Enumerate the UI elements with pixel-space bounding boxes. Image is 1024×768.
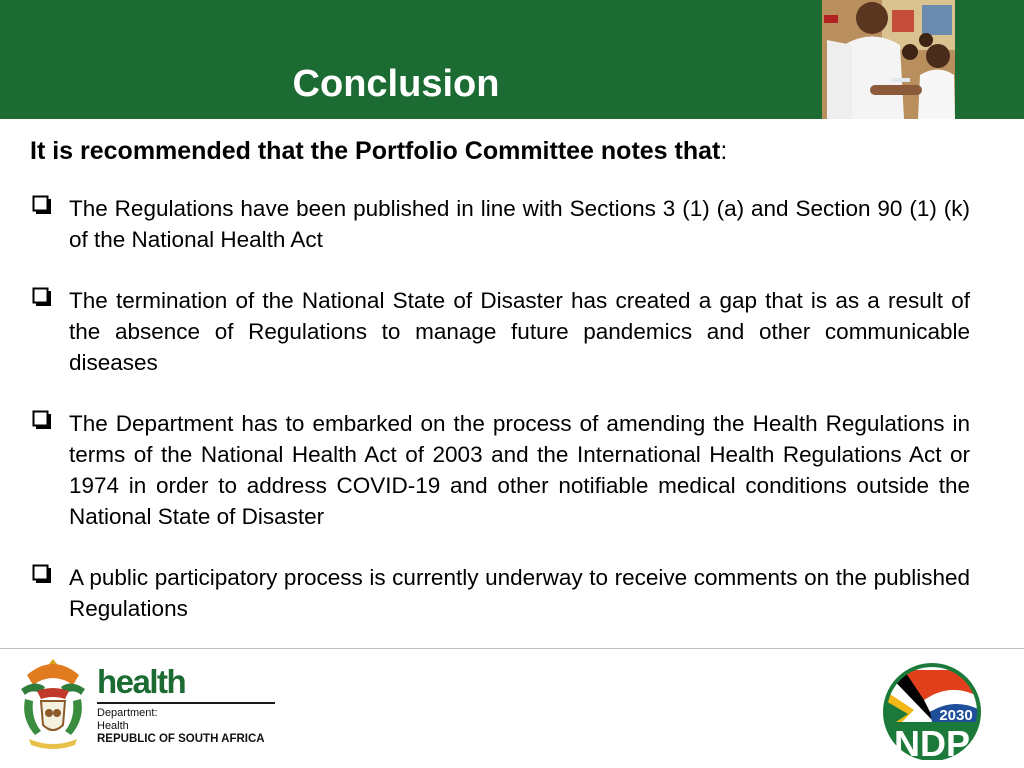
ndp-2030-logo-icon xyxy=(874,660,992,760)
department-name: health xyxy=(97,662,275,704)
intro-colon: : xyxy=(720,137,728,165)
south-africa-coat-of-arms-icon xyxy=(15,655,91,751)
footer-divider xyxy=(0,648,1024,649)
slide-content xyxy=(30,135,970,654)
recommendation-list xyxy=(30,193,970,624)
department-label: Department: xyxy=(97,707,158,719)
list-item xyxy=(30,193,970,255)
ndp-letters-text: NDP xyxy=(893,723,971,760)
intro-statement xyxy=(30,135,970,167)
hollow-square-bullet-icon xyxy=(32,564,52,584)
intro-text: It is recommended that the Portfolio Committee notes that xyxy=(30,137,721,165)
hollow-square-bullet-icon xyxy=(32,410,52,430)
department-subtitle: Health xyxy=(97,720,129,732)
ndp-year-text: 2030 xyxy=(939,707,973,724)
list-item-text: The termination of the National State of Disaster has created a gap that is as a result of the absence of Regulations to manage future pandemics and other communicable diseases xyxy=(69,288,970,375)
department-logo xyxy=(97,662,275,746)
hollow-square-bullet-icon xyxy=(32,195,52,215)
country-name: REPUBLIC OF SOUTH AFRICA xyxy=(97,733,265,745)
slide-title: Conclusion xyxy=(292,63,500,105)
list-item-text: The Regulations have been published in line with Sections 3 (1) (a) and Section 90 (1) (k) of the National Health Act xyxy=(69,196,970,252)
list-item-text: A public participatory process is currently underway to receive comments on the published Regulations xyxy=(69,565,970,621)
list-item-text: The Department has to embarked on the process of amending the Health Regulations in terms of the National Health Act of 2003 and the International Health Regulations Act or 1974 in order to address COVID-19 and other notifiable medical conditions outside the National State of Disaster xyxy=(69,411,970,529)
list-item xyxy=(30,285,970,378)
list-item xyxy=(30,408,970,532)
list-item xyxy=(30,562,970,624)
hollow-square-bullet-icon xyxy=(32,287,52,307)
nurse-vaccinating-children-photo xyxy=(822,0,955,119)
